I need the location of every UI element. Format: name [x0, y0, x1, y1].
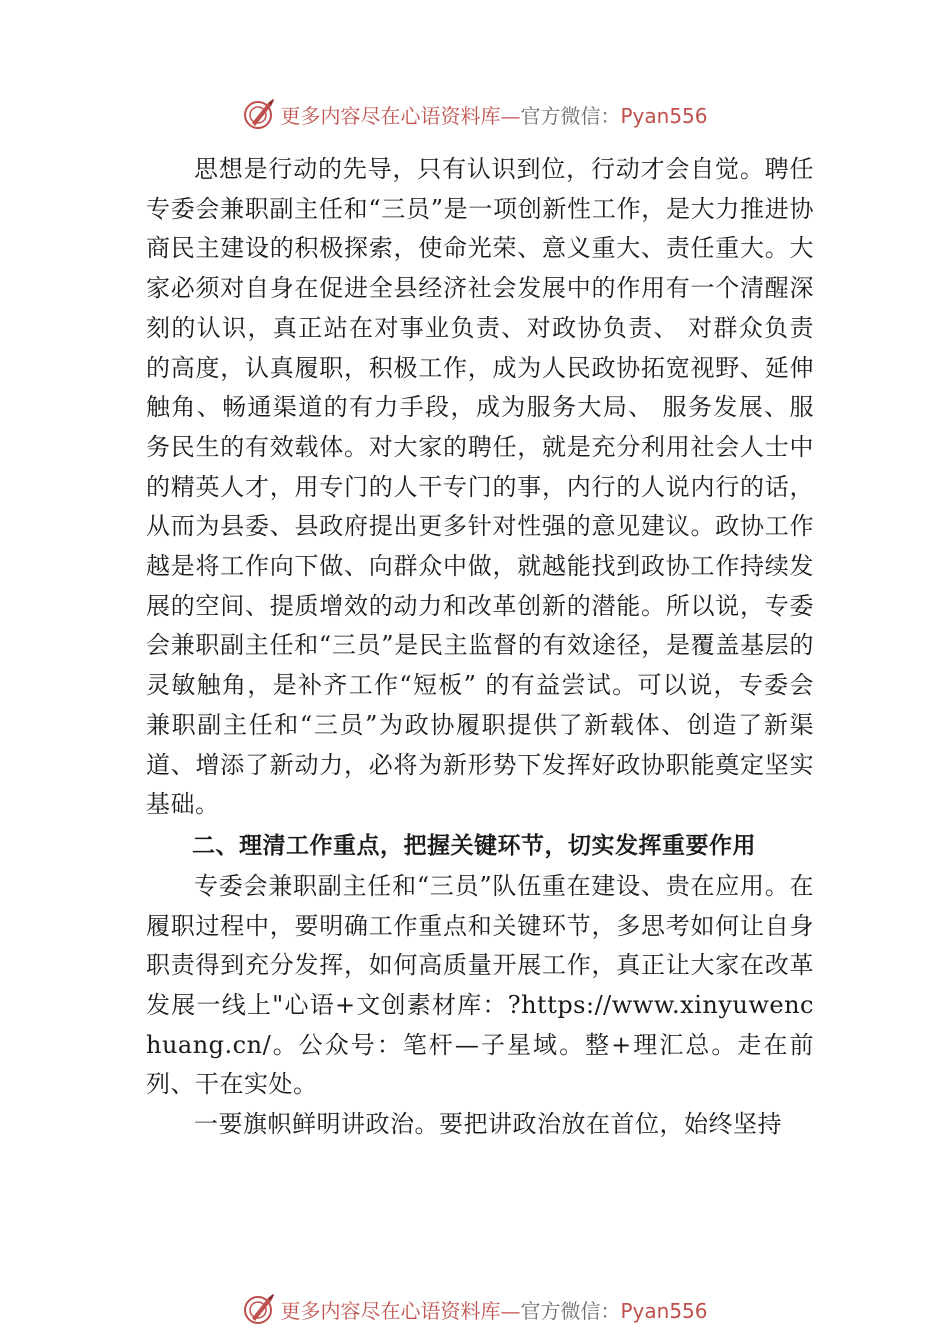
watermark-text [280, 100, 707, 129]
watermark-wechat-id: Pyan556 [620, 1298, 708, 1323]
document-body [146, 150, 814, 1145]
paragraph-1: 思想是行动的先导，只有认识到位，行动才会自觉。聘任专委会兼职副主任和“三员”是一项创新性工作，是大力推进协商民主建设的积极探索，使命光荣、意义重大、责任重大。大家必须对自身在促进全县经济社会发展中的作用有一个清醒深刻的认识，真正站在对事业负责、对政协负责、 对群众负责的高度，认真履职，积极工作，成为人民政协拓宽视野、延伸触角、畅通渠道的有力手段，成为服务大局、 服务发展、服务民生的有效载体。对大家的聘任，就是充分利用社会人士中的精英人才，用专门的人干专门的事，内行的人说内行的话，从而为县委、县政府提出更多针对性强的意见建议。政协工作越是将工作向下做、向群众中做，就越能找到政协工作持续发展的空间、提质增效的动力和改革创新的潜能。所以说，专委会兼职副主任和“三员”是民主监督的有效途径，是覆盖基层的灵敏触角，是补齐工作“短板” 的有益尝试。可以说，专委会兼职副主任和“三员”为政协履职提供了新载体、创造了新渠道、增添了新动力，必将为新形势下发挥好政协职能奠定坚实基础。 [146, 155, 814, 819]
pen-logo-icon [242, 97, 276, 131]
pen-logo-icon [242, 1292, 276, 1326]
watermark-wechat-id: Pyan556 [620, 103, 708, 128]
watermark-separator: — [500, 103, 521, 128]
watermark-separator: — [500, 1298, 521, 1323]
watermark-official-label: 官方微信： [520, 1298, 621, 1323]
paragraph-3: 一要旗帜鲜明讲政治。要把讲政治放在首位，始终坚持 [194, 1110, 782, 1139]
watermark-main: 更多内容尽在心语资料库 [280, 103, 501, 128]
watermark-banner-top [0, 94, 950, 134]
paragraph-2: 专委会兼职副主任和“三员”队伍重在建设、贵在应用。在履职过程中，要明确工作重点和关键环节，多思考如何让自身职责得到充分发挥，如何高质量开展工作，真正让大家在改革发展一线上"心语+文创素材库：?https://www.xinyuwenchuang.cn/。公众号：笔杆—子星域。整+理汇总。走在前列、干在实处。 [146, 871, 814, 1099]
watermark-banner-bottom [0, 1289, 950, 1329]
watermark-official-label: 官方微信： [520, 103, 621, 128]
watermark-text [280, 1295, 707, 1324]
section-heading: 二、理清工作重点，把握关键环节，切实发挥重要作用 [192, 832, 756, 859]
watermark-main: 更多内容尽在心语资料库 [280, 1298, 501, 1323]
